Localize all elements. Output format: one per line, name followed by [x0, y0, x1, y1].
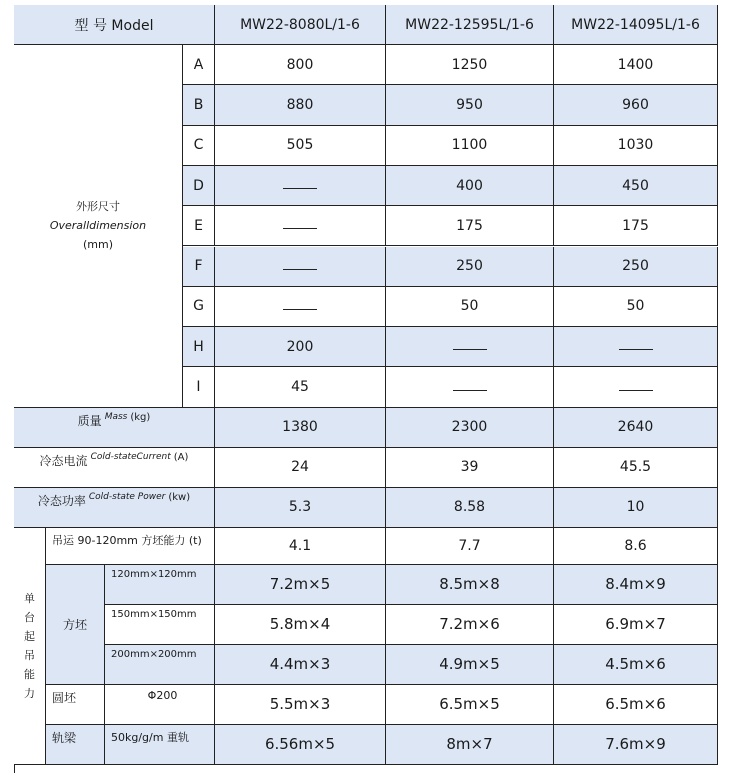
- dimension-value-text: 450: [622, 177, 649, 194]
- lifting-group-char: 起: [24, 629, 35, 643]
- current-value: [386, 448, 554, 488]
- lifting-group-char: 力: [24, 686, 35, 700]
- square-value-text: 8.4m×9: [605, 575, 666, 594]
- empty-dash: [283, 222, 317, 229]
- square-size: 150mm×150mm: [111, 608, 197, 620]
- model-name: MW22-14095L/1-6: [571, 16, 700, 33]
- billet-value: [215, 528, 386, 565]
- dimension-key: E: [194, 217, 203, 234]
- empty-dash: [453, 343, 487, 350]
- mass-value: [386, 408, 554, 448]
- mass-value: [215, 408, 386, 448]
- round-size-cell: [105, 685, 215, 725]
- dimension-value: [215, 45, 386, 85]
- lifting-group-char: 吊: [24, 648, 35, 662]
- lifting-group-char: 单: [24, 591, 35, 605]
- round-value-text: 6.5m×6: [605, 695, 666, 714]
- dimension-value: [215, 206, 386, 246]
- dimension-value-text: 175: [622, 217, 649, 234]
- square-size: 120mm×120mm: [111, 568, 197, 580]
- square-value-text: 6.9m×7: [605, 615, 666, 634]
- square-value-text: 4.5m×6: [605, 655, 666, 674]
- empty-dash: [619, 343, 653, 350]
- dimension-value: [215, 85, 386, 125]
- dimension-value-text: 50: [626, 298, 645, 315]
- header-model-2: [386, 5, 554, 45]
- rail-label: 轨梁: [52, 730, 77, 745]
- current-label-cn: 冷态电流: [39, 453, 88, 468]
- square-size: 200mm×200mm: [111, 648, 197, 660]
- dimension-value-text: 1100: [451, 137, 488, 154]
- square-value: [554, 605, 718, 645]
- square-billet-label: 方坯: [62, 617, 87, 632]
- dimension-unit: (mm): [82, 238, 113, 252]
- dimension-value: [554, 166, 718, 206]
- dimension-key-D: [183, 166, 215, 206]
- rail-value-text: 6.56m×5: [264, 735, 336, 754]
- dimension-value: [554, 327, 718, 367]
- dimension-key: G: [193, 298, 204, 315]
- rail-value-text: 8m×7: [446, 735, 493, 754]
- square-value: [215, 565, 386, 605]
- dimension-label-cell: [14, 45, 183, 408]
- dimension-value: [215, 247, 386, 287]
- power-value-text: 10: [626, 499, 645, 516]
- round-billet-label-cell: [46, 685, 105, 725]
- dimension-value-text: 250: [456, 258, 483, 275]
- dimension-value: [554, 126, 718, 166]
- round-value-text: 6.5m×5: [439, 695, 500, 714]
- dimension-value: [215, 126, 386, 166]
- dimension-value: [386, 206, 554, 246]
- dimension-value: [386, 45, 554, 85]
- dimension-value: [386, 367, 554, 407]
- round-value: [215, 685, 386, 725]
- empty-dash: [283, 263, 317, 270]
- square-value: [554, 645, 718, 685]
- dimension-value-text: 200: [286, 338, 314, 355]
- empty-dash: [453, 384, 487, 391]
- dimension-key: B: [193, 96, 204, 113]
- model-label: 型 号 Model: [74, 17, 154, 34]
- dimension-value: [215, 327, 386, 367]
- dimension-key-F: [183, 247, 215, 287]
- mass-value-text: 2300: [451, 419, 488, 436]
- lifting-group-label: [14, 528, 46, 765]
- square-value: [386, 605, 554, 645]
- dimension-value-text: 950: [456, 96, 483, 113]
- dimension-value: [386, 85, 554, 125]
- square-value-text: 5.8m×4: [269, 615, 331, 634]
- dimension-value-text: 50: [460, 298, 479, 315]
- header-model-3: [554, 5, 718, 45]
- dimension-value-text: 250: [622, 258, 649, 275]
- dimension-key-B: [183, 85, 215, 125]
- dimension-value-text: 880: [286, 96, 314, 113]
- dimension-key-C: [183, 126, 215, 166]
- power-label-cell: [14, 488, 215, 528]
- round-size: Φ200: [147, 688, 178, 702]
- dimension-key: F: [194, 258, 203, 275]
- dimension-label-en: Overalldimension: [49, 219, 147, 233]
- round-billet-label: 圆坯: [52, 690, 77, 705]
- current-value-text: 45.5: [619, 459, 652, 476]
- power-value-text: 5.3: [288, 499, 312, 516]
- dimension-value-text: 45: [291, 379, 309, 396]
- dimension-label-cn: 外形尺寸: [76, 200, 120, 214]
- dimension-value: [386, 247, 554, 287]
- square-billet-label-cell: [46, 565, 105, 685]
- dimension-value-text: 1400: [617, 56, 654, 73]
- dimension-value-text: 800: [286, 56, 314, 73]
- round-value: [554, 685, 718, 725]
- round-value: [386, 685, 554, 725]
- square-value-text: 4.4m×3: [269, 655, 331, 674]
- empty-dash: [619, 384, 653, 391]
- current-value: [215, 448, 386, 488]
- dimension-value-text: 960: [622, 96, 649, 113]
- dimension-value: [215, 287, 386, 327]
- round-value-text: 5.5m×3: [269, 695, 331, 714]
- power-value-text: 8.58: [453, 499, 486, 516]
- dimension-key-H: [183, 327, 215, 367]
- current-unit: (A): [173, 451, 189, 463]
- billet-value: [554, 528, 718, 565]
- rail-value-text: 7.6m×9: [605, 735, 666, 754]
- dimension-key: D: [193, 177, 204, 194]
- dimension-value: [554, 85, 718, 125]
- rail-label-cell: [46, 725, 105, 765]
- mass-label-cell: [14, 408, 215, 448]
- dimension-value-text: 400: [456, 177, 483, 194]
- current-value: [554, 448, 718, 488]
- power-value: [554, 488, 718, 528]
- dimension-value: [554, 287, 718, 327]
- power-label-en: Cold-state Power: [88, 491, 166, 502]
- power-value: [215, 488, 386, 528]
- mass-label-en: Mass: [104, 411, 128, 422]
- square-value-text: 7.2m×6: [439, 615, 500, 634]
- mass-unit: (kg): [130, 411, 151, 423]
- square-value: [215, 645, 386, 685]
- square-value-text: 7.2m×5: [269, 575, 331, 594]
- rail-size: 50kg/g/m 重轨: [111, 730, 189, 744]
- billet-label: 吊运 90-120mm 方坯能力 (t): [52, 533, 202, 547]
- dimension-value-text: 1030: [617, 137, 654, 154]
- square-value: [386, 565, 554, 605]
- dimension-value-text: 175: [456, 217, 483, 234]
- lifting-group-char: 能: [24, 667, 35, 681]
- dimension-key-I: [183, 367, 215, 407]
- dimension-value: [386, 287, 554, 327]
- square-value: [215, 605, 386, 645]
- model-name: MW22-8080L/1-6: [240, 16, 360, 33]
- mass-value-text: 2640: [617, 419, 654, 436]
- power-unit: (kw): [168, 491, 191, 503]
- mass-label-cn: 质量: [77, 413, 102, 428]
- dimension-value: [554, 247, 718, 287]
- rail-value: [215, 725, 386, 765]
- dimension-value-text: 505: [286, 137, 314, 154]
- mass-value: [554, 408, 718, 448]
- square-value: [554, 565, 718, 605]
- dimension-value: [386, 166, 554, 206]
- billet-value-text: 4.1: [288, 537, 312, 554]
- square-size-cell: [105, 645, 215, 685]
- mass-value-text: 1380: [282, 419, 318, 436]
- dimension-key-G: [183, 287, 215, 327]
- dimension-key-A: [183, 45, 215, 85]
- header-model-label: [14, 5, 215, 45]
- dimension-key-E: [183, 206, 215, 246]
- billet-label-cell: [46, 528, 215, 565]
- square-value-text: 4.9m×5: [439, 655, 500, 674]
- dimension-key: I: [196, 379, 201, 396]
- current-label-en: Cold-stateCurrent: [90, 451, 171, 462]
- rail-value: [386, 725, 554, 765]
- square-size-cell: [105, 605, 215, 645]
- dimension-value: [386, 327, 554, 367]
- dimension-value: [215, 367, 386, 407]
- current-value-text: 39: [460, 459, 479, 476]
- billet-value-text: 7.7: [458, 537, 481, 554]
- empty-dash: [283, 303, 317, 310]
- header-model-1: [215, 5, 386, 45]
- dimension-value: [554, 367, 718, 407]
- dimension-value-text: 1250: [451, 56, 488, 73]
- power-label-cn: 冷态功率: [37, 493, 86, 508]
- square-size-cell: [105, 565, 215, 605]
- model-name: MW22-12595L/1-6: [405, 16, 534, 33]
- dimension-key: C: [193, 137, 204, 154]
- dimension-value: [554, 206, 718, 246]
- current-value-text: 24: [291, 459, 309, 476]
- dimension-value: [386, 126, 554, 166]
- dimension-value: [554, 45, 718, 85]
- current-label-cell: [14, 448, 215, 488]
- square-value: [386, 645, 554, 685]
- power-value: [386, 488, 554, 528]
- billet-value: [386, 528, 554, 565]
- dimension-value: [215, 166, 386, 206]
- rail-value: [554, 725, 718, 765]
- empty-dash: [283, 182, 317, 189]
- dimension-key: H: [193, 338, 204, 355]
- rail-size-cell: [105, 725, 215, 765]
- square-value-text: 8.5m×8: [439, 575, 500, 594]
- lifting-group-char: 台: [24, 610, 35, 624]
- billet-value-text: 8.6: [624, 537, 647, 554]
- dimension-key: A: [193, 56, 204, 73]
